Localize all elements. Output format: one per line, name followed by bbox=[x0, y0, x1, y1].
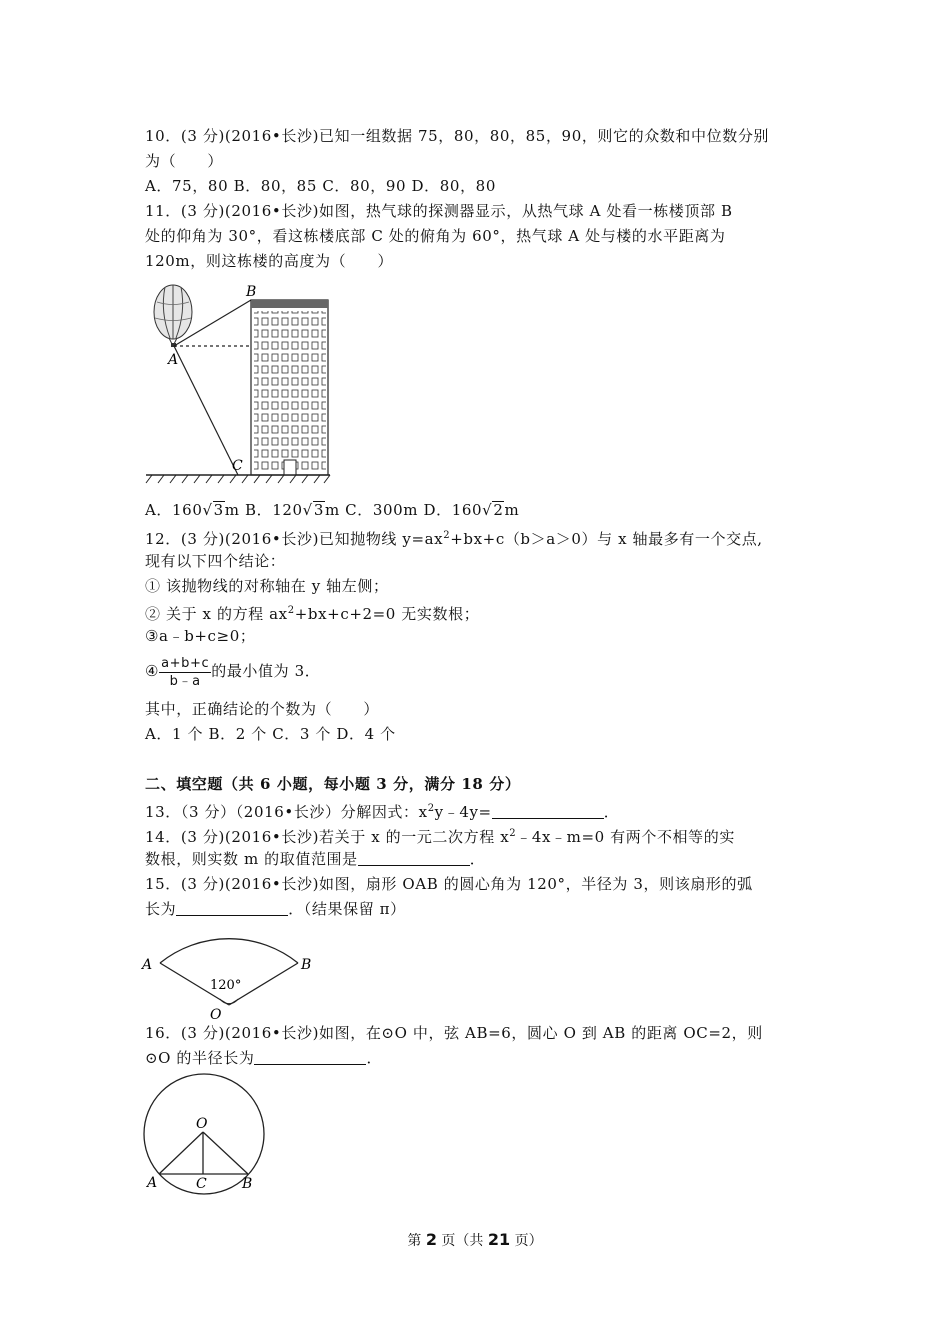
q11-options: A．160√3m B．120√3m C．300m D．160√2m bbox=[145, 501, 520, 519]
q16-line2-pre: ⊙O 的半径长为 bbox=[145, 1049, 255, 1067]
sector-label-b: B bbox=[301, 957, 312, 973]
q12-conclusion-1: ① 该抛物线的对称轴在 y 轴左侧； bbox=[145, 577, 389, 595]
q10-line2: 为（ ） bbox=[145, 152, 224, 170]
page-footer bbox=[0, 1230, 950, 1250]
label-b: B bbox=[246, 284, 257, 300]
q12-line1-b: +bx+c（b＞a＞0）与 x 轴最多有一个交点, bbox=[450, 530, 763, 548]
q12-question: 其中，正确结论的个数为（ ） bbox=[145, 700, 380, 718]
q12-conclusion-4 bbox=[145, 652, 320, 690]
q12-conclusion-3: ③a﹣b+c≥0； bbox=[145, 627, 256, 645]
sector-arc bbox=[160, 939, 298, 963]
q11-option-a-radicand: 3 bbox=[213, 501, 224, 519]
q12-c2-b: +bx+c+2=0 无实数根； bbox=[294, 605, 480, 623]
q12-c2-a: ② 关于 x 的方程 ax bbox=[145, 605, 288, 623]
q12-conclusion-2 bbox=[145, 601, 479, 624]
q12-line1-sup: 2 bbox=[443, 530, 451, 541]
section2-title: 二、填空题（共 6 小题，每小题 3 分，满分 18 分） bbox=[145, 775, 521, 793]
segment-oa bbox=[159, 1132, 203, 1174]
label-a: A bbox=[168, 352, 179, 368]
q12-fraction bbox=[159, 655, 211, 690]
balloon-building-figure bbox=[140, 280, 340, 480]
sector-label-a: A bbox=[142, 957, 153, 973]
q12-c4-post: 的最小值为 3． bbox=[211, 662, 321, 680]
q12-line1 bbox=[145, 526, 763, 549]
q14-end: ． bbox=[469, 850, 486, 868]
footer-mid: 页（共 bbox=[436, 1233, 488, 1249]
footer-page-number: 2 bbox=[425, 1230, 437, 1249]
q16-answer-blank[interactable] bbox=[254, 1050, 366, 1065]
q11-option-b-radicand: 3 bbox=[313, 501, 324, 519]
q11-option-d-unit: m bbox=[504, 501, 520, 519]
q15-answer-blank[interactable] bbox=[176, 901, 288, 916]
q12-line1-a: 12．(3 分)(2016•长沙)已知抛物线 y=ax bbox=[145, 530, 444, 548]
q11-line3: 120m，则这栋楼的高度为（ ） bbox=[145, 252, 394, 270]
sector-label-o: O bbox=[210, 1007, 222, 1023]
q13-a: 13．（3 分）（2016•长沙）分解因式：x bbox=[145, 803, 428, 821]
circle-label-b: B bbox=[242, 1176, 253, 1192]
q16-line2-post: ． bbox=[366, 1049, 383, 1067]
q12-c4-pre: ④ bbox=[145, 662, 160, 680]
q15-line2-post: ．（结果保留 π） bbox=[288, 900, 406, 918]
q16-line2 bbox=[145, 1048, 382, 1068]
q11-option-d-radicand: 2 bbox=[493, 501, 504, 519]
q16-line1: 16．(3 分)(2016•长沙)如图，在⊙O 中，弦 AB=6，圆心 O 到 AB 的距离 OC=2，则 bbox=[145, 1024, 763, 1042]
q13-sup: 2 bbox=[427, 803, 435, 814]
segment-ob bbox=[203, 1132, 248, 1174]
footer-pre: 第 bbox=[407, 1233, 426, 1249]
q13-answer-blank[interactable] bbox=[492, 804, 604, 819]
q11-line1: 11．(3 分)(2016•长沙)如图，热气球的探测器显示，从热气球 A 处看一栋楼顶部 B bbox=[145, 202, 733, 220]
q14-line2-text: 数根，则实数 m 的取值范围是 bbox=[145, 850, 358, 868]
q13-line bbox=[145, 799, 619, 822]
circle-label-a: A bbox=[147, 1175, 158, 1191]
q14-b: ﹣4x﹣m=0 有两个不相等的实 bbox=[516, 828, 735, 846]
q15-line2 bbox=[145, 899, 406, 919]
q13-b: y﹣4y= bbox=[434, 803, 492, 821]
q12-c2-sup: 2 bbox=[287, 605, 295, 616]
q12-line2: 现有以下四个结论： bbox=[145, 552, 286, 570]
circle-label-c: C bbox=[196, 1176, 207, 1192]
q14-answer-blank[interactable] bbox=[358, 851, 470, 866]
q11-line2: 处的仰角为 30°，看这栋楼底部 C 处的俯角为 60°，热气球 A 处与楼的水平距离为 bbox=[145, 227, 726, 245]
q15-line1: 15．(3 分)(2016•长沙)如图，扇形 OAB 的圆心角为 120°，半径为 3，则该扇形的弧 bbox=[145, 875, 753, 893]
q12-fraction-denominator: b﹣a bbox=[169, 673, 201, 689]
q14-line1 bbox=[145, 824, 735, 847]
q10-line1: 10．(3 分)(2016•长沙)已知一组数据 75，80，80，85，90，则它的众数和中位数分别 bbox=[145, 127, 770, 145]
q11-option-cd: m C．300m D．160 bbox=[324, 501, 483, 519]
label-c: C bbox=[232, 458, 243, 474]
sector-angle-arc bbox=[220, 999, 238, 1004]
q11-option-b: m B．120 bbox=[224, 501, 303, 519]
q14-a: 14．(3 分)(2016•长沙)若关于 x 的一元二次方程 x bbox=[145, 828, 510, 846]
q12-options: A．1 个 B．2 个 C．3 个 D．4 个 bbox=[145, 725, 396, 743]
circle-label-o: O bbox=[196, 1116, 208, 1132]
q11-option-a: A．160 bbox=[145, 501, 203, 519]
q14-sup: 2 bbox=[509, 828, 517, 839]
q15-line2-pre: 长为 bbox=[145, 900, 177, 918]
sight-line-ac bbox=[174, 346, 238, 475]
q10-options: A．75，80 B．80，85 C．80，90 D．80，80 bbox=[145, 177, 496, 195]
q13-end: ． bbox=[603, 803, 620, 821]
sector-figure bbox=[140, 920, 330, 1023]
q14-line2 bbox=[145, 849, 485, 869]
circle-figure bbox=[140, 1075, 280, 1205]
sector-angle-label: 120° bbox=[210, 978, 242, 993]
footer-total-pages: 21 bbox=[487, 1230, 511, 1249]
footer-post: 页） bbox=[510, 1233, 543, 1249]
building-icon bbox=[251, 300, 328, 475]
balloon-icon bbox=[154, 285, 192, 347]
q12-fraction-numerator: a+b+c bbox=[161, 655, 210, 671]
